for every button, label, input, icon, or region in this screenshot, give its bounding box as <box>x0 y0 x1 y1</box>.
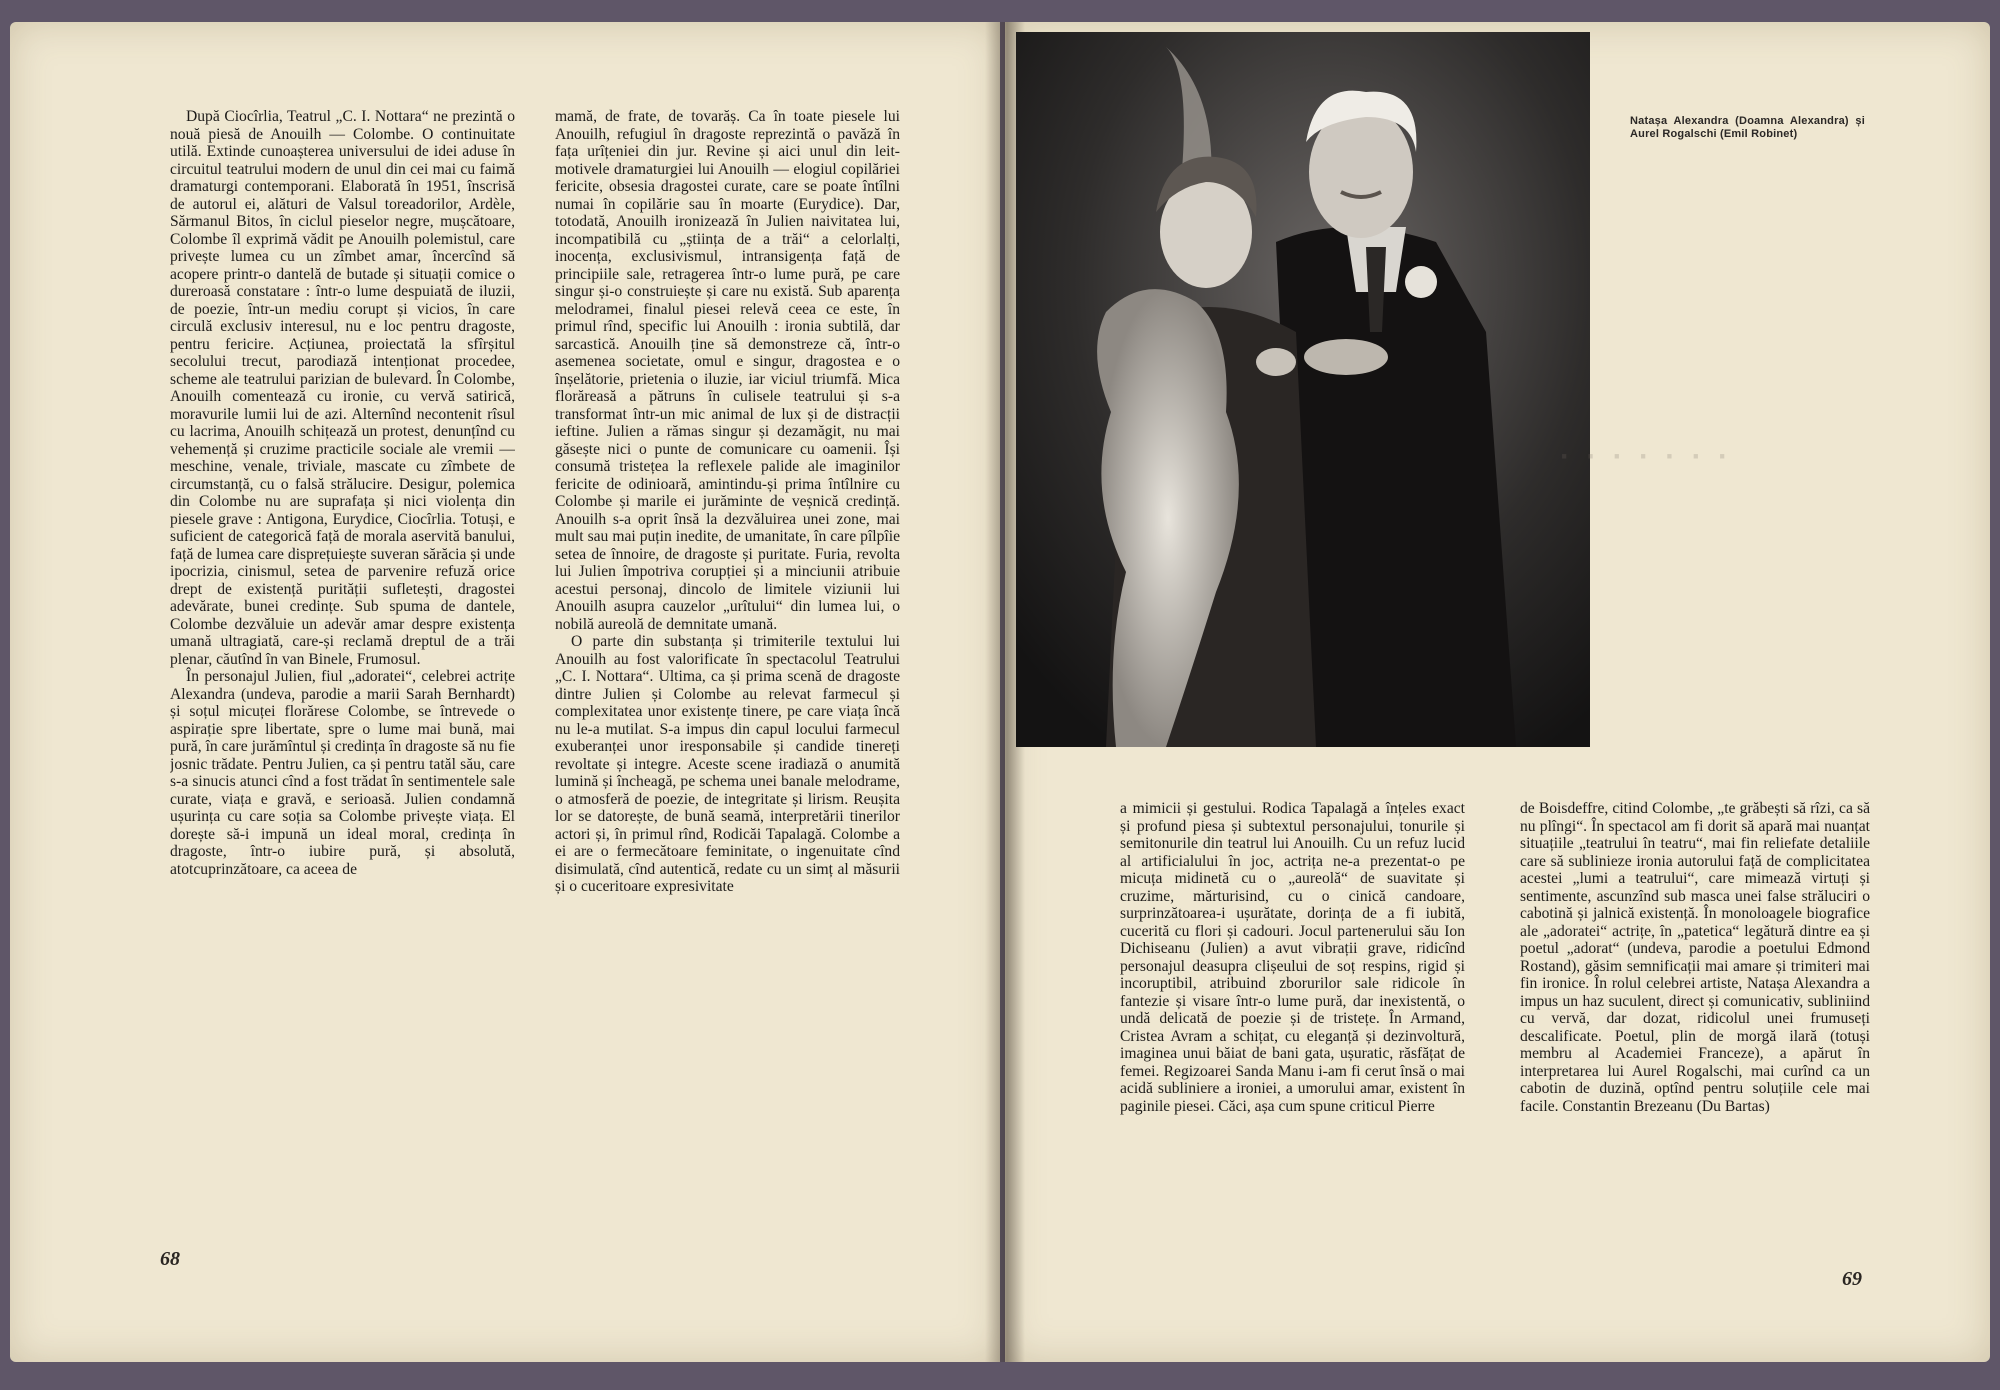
left-column-2 <box>555 108 900 1238</box>
right-column-2 <box>1520 800 1870 1240</box>
page-number-left: 68 <box>160 1248 180 1270</box>
paragraph: O parte din substanța și trimiterile textului lui Anouilh au fost valorificate în spectacolul Teatrului „C. I. Nottara“. Ultima, ca și prima scenă de dragoste dintre Julien și Colombe au relevat farmecul și complexitatea unor existențe tinere, pe care viața încă nu le-a mutilat. S-a impus din capul locului farmecul exuberanței unor iresponsabile și candide tinereți revoltate și integre. Aceste scene iradiază o anumită lumină și încheagă, pe schema unei banale melodrame, o atmosferă de poezie, de integritate și lirism. Reușita lor se datorește, de bună seamă, interpretării tinerilor actori și, în primul rînd, Rodicăi Tapalagă. Colombe a ei are o fermecătoare feminitate, o ingenuitate cînd disimulată, cînd autentică, redate cu un simț al măsurii și o cuceritoare expresivitate <box>555 633 900 895</box>
paragraph: În personajul Julien, fiul „adoratei“, celebrei actrițe Alexandra (undeva, parodie a marii Sarah Bernhardt) și soțul micuței florărese Colombe, se întrevede o aspirație spre libertate, spre o lume mai bună, mai pură, în care jurămîntul și credința în dragoste să nu fie josnic trădate. Pentru Julien, ca și pentru tatăl său, care s-a sinucis atunci cînd a fost trădat în sentimentele sale curate, viața e gravă, e serioasă. Julien condamnă ușurința cu care soția sa Colombe privește viața. El dorește să-i impună un ideal moral, credința în dragoste, într-o iubire pură, și absolută, atotcuprinzătoare, ca aceea de <box>170 668 515 878</box>
page-number-right: 69 <box>1842 1268 1862 1290</box>
photo-caption: Natașa Alexandra (Doamna Alexandra) și Aurel Rogalschi (Emil Robinet) <box>1630 115 1865 140</box>
left-column-1 <box>170 108 515 1238</box>
paragraph: de Boisdeffre, citind Colombe, „te grăbești să rîzi, ca să nu plîngi“. În spectacol am fi dorit să apară mai nuanțat situațiile „teatrului în teatru“, mai fin reliefate detaliile care să sublinieze ironia autorului față de complicitatea acestei „lumi a teatrului“, care mimează virtuți și sentimente, ascunzînd sub masca unei false străluciri o cabotină și jalnică existență. În monoloagele biografice ale „adoratei“ actrițe, în „pateticа“ legătură dintre ea și poetul „adorat“ (undeva, parodie a poetului Edmond Rostand), găsim semnificații mai amare și trimiteri mai fin ironice. În rolul celebrei artiste, Natașa Alexandra a impus un haz suculent, direct și comunicativ, subliniind cu vervă, dar dozat, ridicolul unei frumuseți descalificate. Poetul, plin de morgă ilară (totuși membru al Academiei Franceze), a apărut în interpretarea lui Aurel Rogalschi, mai curînd ca un cabotin de duzină, optînd pentru soluțiile cele mai facile. Constantin Brezeanu (Du Bartas) <box>1520 800 1870 1115</box>
bleed-through-text: · · · · · · · <box>1560 440 1732 473</box>
photo-image <box>1016 32 1590 747</box>
paragraph: mamă, de frate, de tovarăș. Ca în toate piesele lui Anouilh, refugiul în dragoste reprezintă o pavăză în fața urîțeniei din jur. Revine și aici unul din leit-motivele dramaturgiei lui Anouilh — elogiul copilăriei fericite, obsesia dragostei curate, care se poate întîlni numai în copilărie sau în moarte (Eurydice). Dar, totodată, Anouilh ironizează în Julien naivitatea lui, incompatibilă cu „știința de a trăi“ a celorlalți, inocența, exclusivismul, intransigența față de principiile sale, retragerea într-o lume pură, pe care singur și-o construiește și care nu există. Sub aparența melodramei, finalul piesei relevă ceea ce este, în primul rînd, specific lui Anouilh : ironia subtilă, dar sarcastică. Anouilh ține să demonstreze că, într-o asemenea societate, omul e singur, dragostea e o înșelătorie, prietenia o iluzie, iar viciul triumfă. Mica florăreasă a pătruns în culisele teatrului și s-a transformat într-un mic animal de lux și de distracții ieftine. Julien a rămas singur și dezamăgit, nu mai găsește nici o punte de comunicare cu oamenii. Își consumă tristețea la reflexele palide ale imaginilor fericite de odinioară, amintindu-și prima întîlnire cu Colombe și marile ei jurăminte de veșnică credință. Anouilh s-a oprit însă la dezvăluirea unei zone, mai mult sau mai puțin inedite, de umanitate, în care pîlpîie setea de înnoire, de dragoste și puritate. Furia, revolta lui Julien împotriva corupției și a minciunii atribuie acestui personaj, dincolo de limitele viziunii lui Anouilh asupra cauzelor „urîtului“ din lumea lui, o nobilă aureolă de demnitate umană. <box>555 108 900 633</box>
paragraph: După Ciocîrlia, Teatrul „C. I. Nottara“ ne prezintă o nouă piesă de Anouilh — Colombe. O continuitate utilă. Extinde cunoașterea universului de idei aduse în circuitul teatrului modern de unul din cei mai cu faimă dramaturgi contemporani. Elaborată în 1951, înscrisă de autorul ei, alături de Valsul toreadorilor, Ardèle, Sărmanul Bitos, în ciclul pieselor negre, mușcătoare, Colombe îl exprimă vădit pe Anouilh polemistul, care privește lumea cu un zîmbet amar, încercînd să acopere printr-o dantelă de butade și situații comice o dureroasă constatare : într-o lume despuiată de iluzii, de poezie, într-un mediu corupt și vicios, în care circulă exclusiv interesul, nu e loc pentru dragoste, pentru fericire. Acțiunea, proiectată la sfîrșitul secolului trecut, parodiază intenționat procedee, scheme ale teatrului parizian de bulevard. În Colombe, Anouilh comentează cu ironie, cu vervă satirică, moravurile lumii lui de azi. Alternînd necontenit rîsul cu lacrima, Anouilh schițează un protest, denunțînd cu vehemență și cruzime practicile sociale ale vremii — meschine, venale, triviale, mascate cu zîmbete de circumstanță, cu o falsă strălucire. Desigur, polemica din Colombe nu are suprafața și nici violența din piesele grave : Antigona, Eurydice, Ciocîrlia. Totuși, e suficient de categorică față de morala aservită banului, față de lumea care disprețuiește suveran sărăcia și unde ipocrizia, cinismul, setea de parvenire refuză orice drept de existență purității sufletești, dragostei adevărate, bunei credințe. Sub spuma de dantele, Colombe dezvăluie un adevăr amar despre existența umană ultragiată, care-și reclamă dreptul de a trăi plenar, căutînd în van Binele, Frumosul. <box>170 108 515 668</box>
stage-photo <box>1016 32 1590 747</box>
paragraph: a mimicii și gestului. Rodica Tapalagă a înțeles exact și profund piesa și subtextul personajului, tonurile și semitonurile din teatrul lui Anouilh. Cu un refuz lucid al artificialului în joc, actrița ne-a prezentat-o pe micuța midinetă cu o „aureolă“ de suavitate și cruzime, mărturisind, cu o cinică candoare, surprinzătoarea-i ușurătate, dorința de a fi iubită, cucerită cu flori și cadouri. Jocul partenerului său Ion Dichiseanu (Julien) a avut vibrații grave, ridicînd personajul deasupra clișeului de soț respins, rigid și incoruptibil, atribuind zborurilor sale ridicole în fantezie și visare într-o lume pură, dar inexistentă, o undă delicată de poezie și de tristețe. În Armand, Cristea Avram a schițat, cu eleganță și dezinvoltură, imaginea unui băiat de bani gata, ușuratic, răsfățat de femei. Regizoarei Sanda Manu i-am fi cerut însă o mai acidă subliniere a ironiei, a umorului amar, existent în paginile piesei. Căci, așa cum spune criticul Pierre <box>1120 800 1465 1115</box>
right-column-1 <box>1120 800 1465 1240</box>
